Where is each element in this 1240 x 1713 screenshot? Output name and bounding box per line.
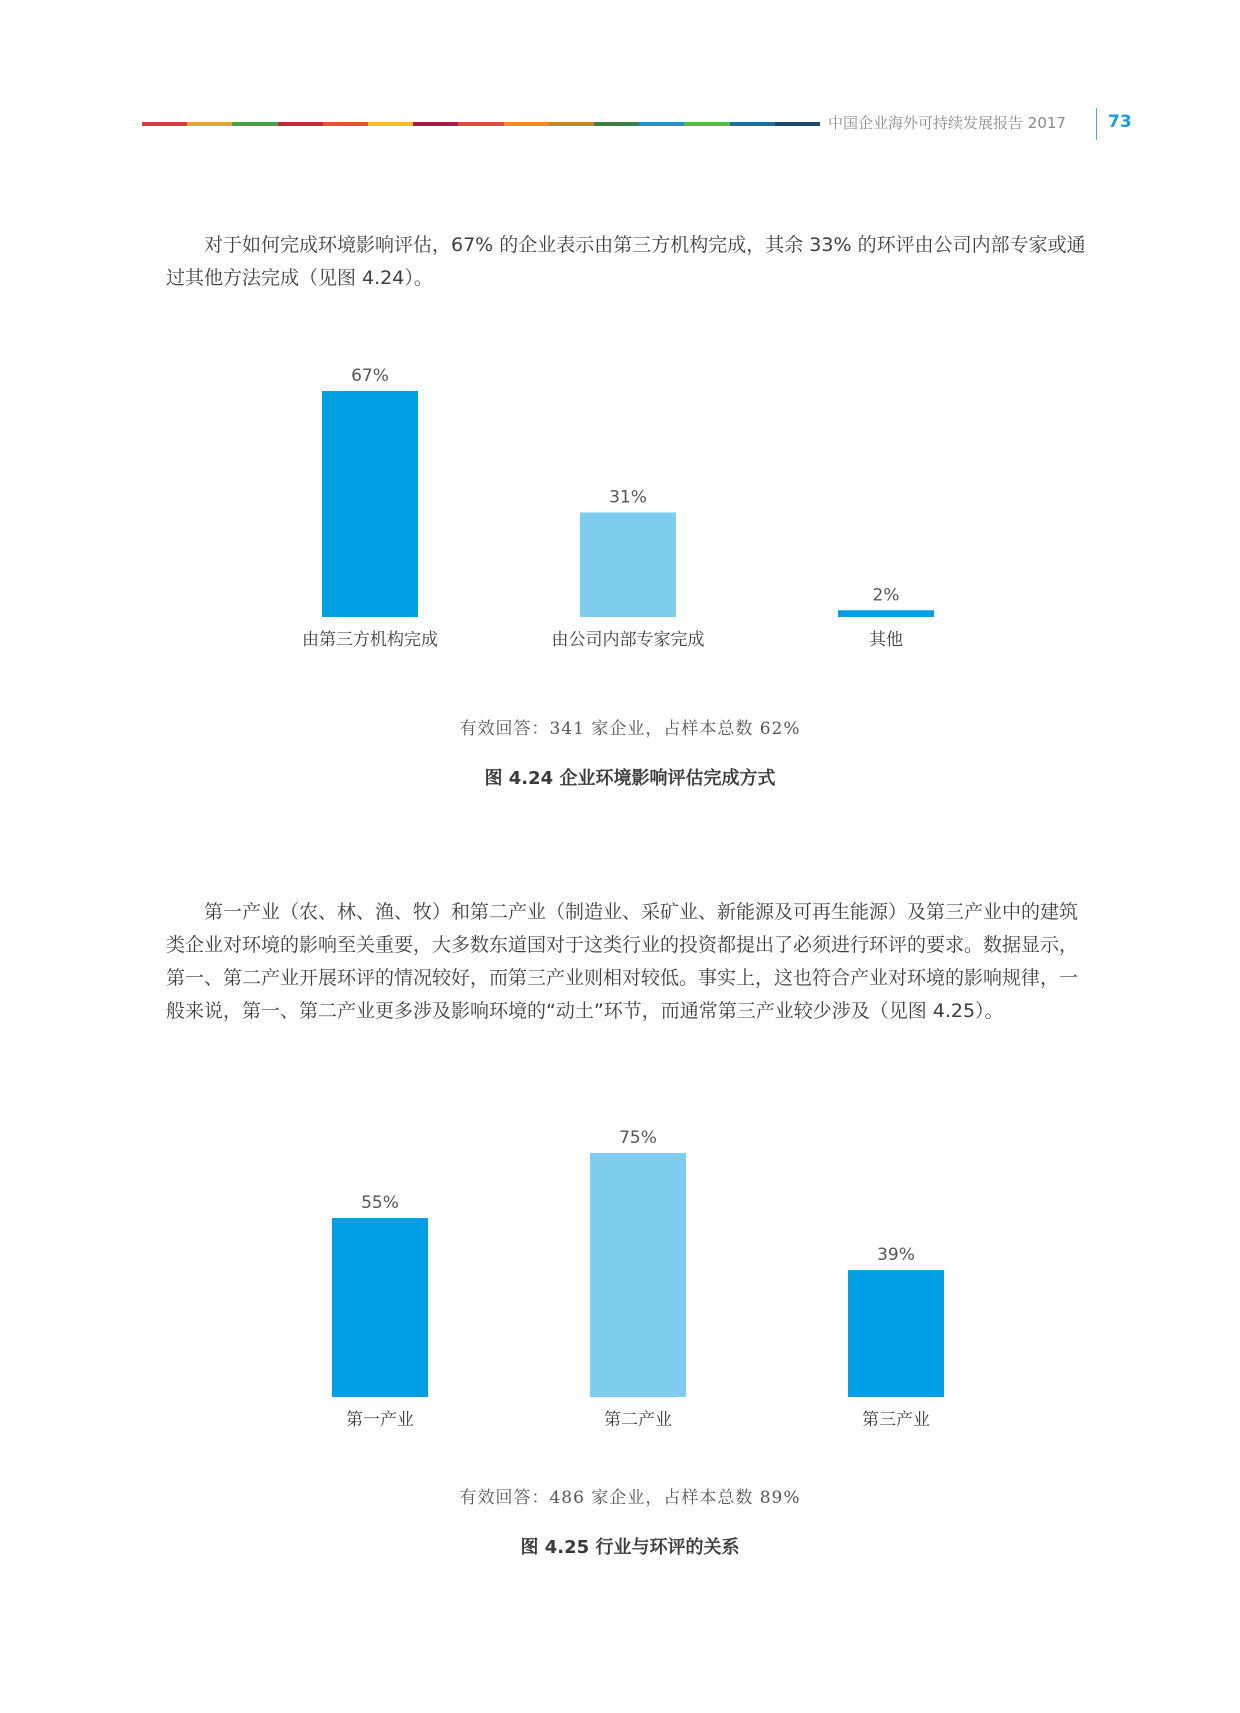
bar-2	[580, 512, 676, 617]
stripe-segment-5	[323, 122, 368, 126]
stripe-segment-12	[639, 122, 684, 126]
report-title: 中国企业海外可持续发展报告 2017	[828, 114, 1066, 132]
industry-paragraph: 第一产业（农、林、渔、牧）和第二产业（制造业、采矿业、新能源及可再生能源）及第三产业中的建筑类企业对环境的影响至关重要，大多数东道国对于这类行业的投资都提出了必须进行环评的要求。数据显示，第一、第二产业开展环评的情况较好，而第三产业则相对较低。事实上，这也符合产业对环境的影响规律，一般来说，第一、第二产业更多涉及影响环境的“动土”环节，而通常第三产业较少涉及（见图 4.25）。	[166, 901, 1079, 1022]
header-color-stripe	[142, 122, 820, 126]
stripe-segment-13	[684, 122, 729, 126]
stripe-segment-9	[504, 122, 549, 126]
stripe-segment-3	[232, 122, 277, 126]
value-label-2: 75%	[619, 1128, 657, 1148]
stripe-segment-8	[458, 122, 503, 126]
chart-4-24-caption: 图 4.24 企业环境影响评估完成方式	[484, 768, 776, 789]
chart-4-25-caption: 图 4.25 行业与环评的关系	[520, 1537, 740, 1558]
stripe-segment-11	[594, 122, 639, 126]
stripe-segment-1	[142, 122, 187, 126]
stripe-segment-10	[549, 122, 594, 126]
stripe-segment-2	[187, 122, 232, 126]
chart-4-24	[0, 345, 1240, 650]
category-label-3: 其他	[869, 630, 903, 650]
bar-1	[322, 391, 418, 617]
category-label-1: 由第三方机构完成	[302, 630, 438, 650]
stripe-segment-15	[775, 122, 820, 126]
bar-3	[848, 1270, 944, 1397]
stripe-segment-14	[730, 122, 775, 126]
category-label-3: 第三产业	[862, 1410, 930, 1430]
header-divider	[1096, 108, 1097, 140]
category-label-2: 由公司内部专家完成	[551, 630, 705, 650]
value-label-3: 39%	[877, 1245, 915, 1266]
chart-4-25	[0, 1110, 1240, 1430]
stripe-segment-7	[413, 122, 458, 126]
stripe-segment-6	[368, 122, 413, 126]
value-label-2: 31%	[609, 487, 647, 508]
value-label-1: 67%	[351, 366, 389, 386]
category-label-1: 第一产业	[346, 1410, 414, 1430]
category-label-2: 第二产业	[604, 1410, 672, 1430]
value-label-1: 55%	[361, 1193, 399, 1214]
stripe-segment-4	[278, 122, 323, 126]
bar-1	[332, 1218, 428, 1397]
bar-3	[838, 610, 934, 617]
intro-paragraph: 对于如何完成环境影响评估，67% 的企业表示由第三方机构完成，其余 33% 的环评由公司内部专家或通过其他方法完成（见图 4.24）。	[166, 234, 1086, 289]
chart-4-25-note: 有效回答：486 家企业，占样本总数 89%	[459, 1488, 801, 1508]
chart-4-24-note: 有效回答：341 家企业，占样本总数 62%	[459, 719, 801, 739]
page-number: 73	[1108, 112, 1132, 132]
bar-2	[590, 1153, 686, 1397]
value-label-3: 2%	[872, 585, 900, 606]
